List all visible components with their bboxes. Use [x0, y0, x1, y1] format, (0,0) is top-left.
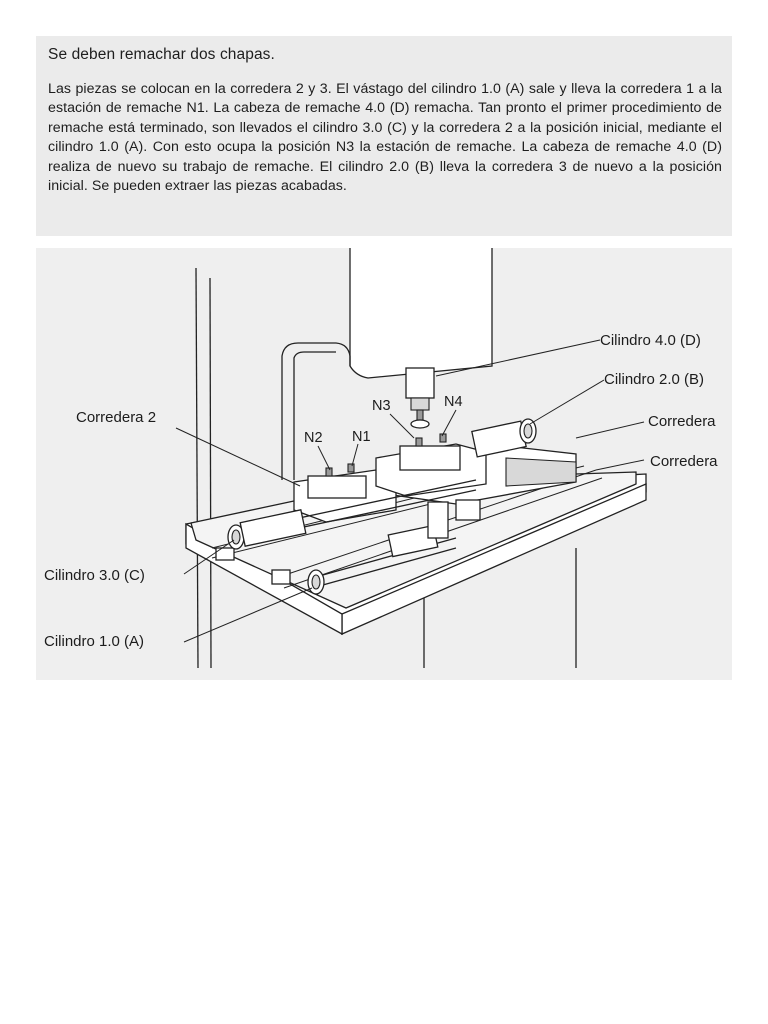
leader-cilindro-1	[184, 588, 312, 642]
press-frame-arm-inner	[294, 352, 336, 480]
machine-diagram	[36, 248, 732, 680]
rivet-tool	[417, 410, 423, 420]
slide-1-shadow	[506, 458, 576, 486]
leader-corredera-2	[596, 460, 644, 470]
leader-corredera-1	[576, 422, 644, 438]
rivet-anvil	[411, 420, 429, 428]
leader-n4	[442, 410, 456, 436]
cylinder-a-bracket	[428, 502, 448, 538]
riveting-machine-figure	[36, 248, 732, 680]
leader-n1	[352, 444, 358, 466]
label-n2: N2	[304, 430, 323, 446]
workpiece-2	[400, 446, 460, 470]
rivet-cylinder-body	[406, 368, 434, 398]
leader-cilindro-2	[530, 380, 604, 424]
label-cilindro-2: Cilindro 2.0 (B)	[604, 371, 705, 388]
leader-n3	[390, 414, 414, 438]
label-n1: N1	[352, 429, 371, 445]
label-corredera-2: Corredera 2	[76, 409, 157, 426]
leader-n2	[318, 446, 330, 470]
label-corredera-right-1: Corredera	[648, 413, 716, 430]
label-cilindro-4: Cilindro 4.0 (D)	[600, 332, 701, 349]
press-head-housing	[350, 248, 492, 378]
task-description: Las piezas se colocan en la corredera 2 y 3. El vástago del cilindro 1.0 (A) sale y lleva la corredera 1 a la estación de remache N1. La cabeza de remache 4.0 (D) remacha. Tan pronto el primer procedimiento de remache está terminado, son llevados el cilindro 3.0 (C) y la corredera 2 a la posición inicial, mediante el cilindro 1.0 (A). Con esto ocupa la posición N3 la estación de remache. La cabeza de remache 4.0 (D) realiza de nuevo su trabajo de remache. El cilindro 2.0 (B) lleva la corredera 3 de nuevo a la posición inicial. Se pueden extraer las piezas acabadas.	[48, 81, 722, 195]
rivet-cylinder-rod	[411, 398, 429, 410]
workpiece-1	[308, 476, 366, 498]
label-n3: N3	[372, 398, 391, 414]
rivet-n4	[440, 434, 446, 442]
rivet-n2	[326, 468, 332, 476]
rail-slot-right	[272, 570, 290, 584]
label-cilindro-3: Cilindro 3.0 (C)	[44, 567, 145, 584]
task-title: Se deben remachar dos chapas.	[48, 46, 275, 63]
label-corredera-right-2: Corredera	[650, 453, 718, 470]
instructions-text-block	[36, 36, 732, 236]
label-n4: N4	[444, 394, 463, 410]
rivet-n3	[416, 438, 422, 446]
label-cilindro-1: Cilindro 1.0 (A)	[44, 633, 145, 650]
rivet-n1	[348, 464, 354, 472]
frame-column-left-inner	[210, 278, 211, 668]
frame-column-left-outer	[196, 268, 198, 668]
stopper-block	[456, 500, 480, 520]
press-frame-arm	[282, 343, 350, 480]
